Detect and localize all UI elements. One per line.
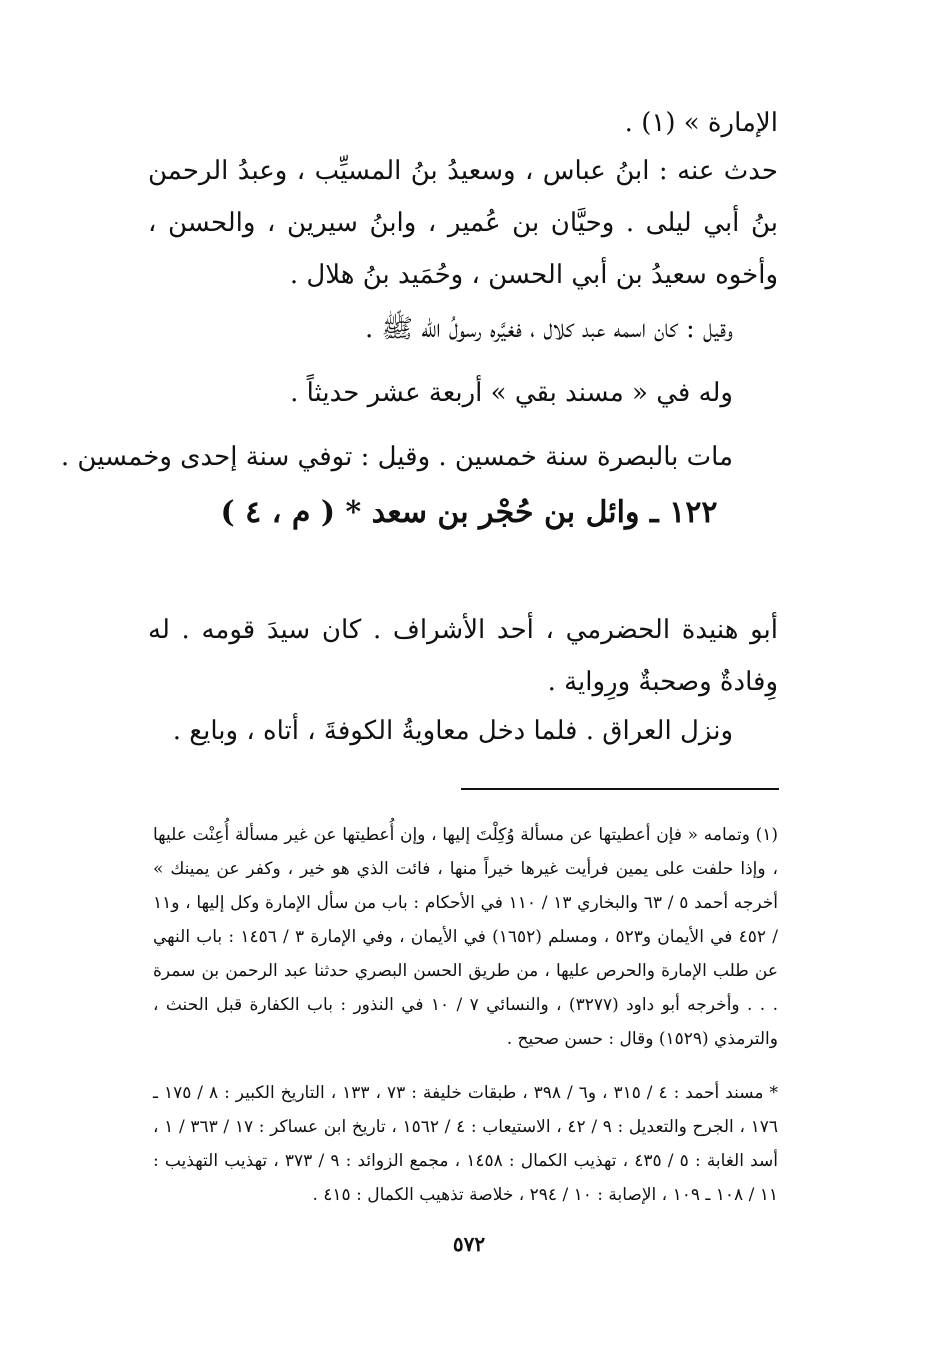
musnad-line: وله في « مسند بقي » أربعة عشر حديثاً . (290, 378, 733, 408)
entry-paragraph: أبو هنيدة الحضرمي ، أحد الأشراف . كان سيدَ قومه . له وِفادةٌ وصحبةٌ ورِواية . (148, 615, 778, 697)
name-line: وقيل : كان اسمه عبد كلال ، فغيَّره رسولُ الله ﷺ . (365, 314, 733, 344)
kufa-line: ونزل العراق . فلما دخل معاويةُ الكوفةَ ، أتاه ، وبايع . (172, 716, 733, 746)
entry-heading: ١٢٢ ـ وائل بن حُجْر بن سعد * ( م ، ٤ ) (220, 495, 718, 530)
page-number: ٥٧٢ (452, 1232, 486, 1256)
footnote-sources: * مسند أحمد : ٤ / ٣١٥ ، و٦ / ٣٩٨ ، طبقات خليفة : ٧٣ ، ١٣٣ ، التاريخ الكبير : ٨ / ١٧٥ ـ ١٧٦ ، الجرح والتعديل : ٩ / ٤٢ ، الاستيعاب : ٤ / ١٥٦٢ ، تاريخ ابن عساكر : ١٧ / ٣٦٣ / ١ ، أسد الغابة : ٥ / ٤٣٥ ، تهذيب الكمال : ١٤٥٨ ، مجمع الزوائد : ٩ / ٣٧٣ ، تهذيب التهذيب : ١١ / ١٠٨ ـ ١٠٩ ، الإصابة : ١٠ / ٢٩٤ ، خلاصة تذهيب الكمال : ٤١٥ . (153, 1083, 778, 1205)
footnote-divider (461, 788, 779, 790)
footnote-1: (١) وتمامه « فإن أعطيتها عن مسألة وُكِلْتَ إليها ، وإن أُعطيتها عن غير مسألة أُعِنْت عليها ، وإذا حلفت على يمين فرأيت غيرها خيراً منها ، فائت الذي هو خير ، وكفر عن يمينك » أخرجه أحمد ٥ / ٦٣ والبخاري ١٣ / ١١٠ في الأحكام : باب من سأل الإمارة وكل إليها ، و١١ / ٤٥٢ في الأيمان و٥٢٣ ، ومسلم (١٦٥٢) في الأيمان ، وفي الإمارة ٣ / ١٤٥٦ : باب النهي عن طلب الإمارة والحرص عليها ، من طريق الحسن البصري حدثنا عبد الرحمن بن سمرة . . . وأخرجه أبو داود (٣٢٧٧) ، والنسائي ٧ / ١٠ في النذور : باب الكفارة قبل الحنث ، والترمذي (١٥٢٩) وقال : حسن صحيح . (153, 825, 779, 1049)
death-line: مات بالبصرة سنة خمسين . وقيل : توفي سنة إحدى وخمسين . (60, 442, 733, 472)
continuation-line: الإمارة » (١) . (624, 108, 778, 138)
narrators-paragraph: حدث عنه : ابنُ عباس ، وسعيدُ بنُ المسيِّب ، وعبدُ الرحمن بنُ أبي ليلى . وحيَّان بن عُمير ، وابنُ سيرين ، والحسن ، وأخوه سعيدُ بن أبي الحسن ، وحُمَيد بنُ هلال . (148, 156, 778, 290)
